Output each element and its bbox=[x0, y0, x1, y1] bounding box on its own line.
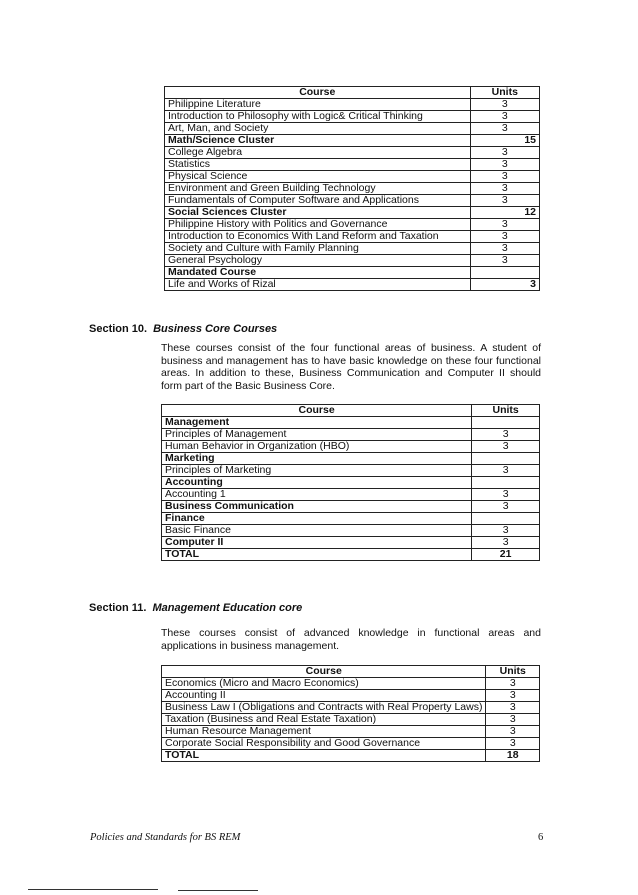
total-label: TOTAL bbox=[162, 750, 486, 762]
table-row bbox=[165, 147, 540, 159]
units-cell: 3 bbox=[470, 111, 539, 123]
group-row bbox=[162, 501, 540, 513]
units-cell: 3 bbox=[486, 690, 540, 702]
scan-artifact-line bbox=[178, 890, 258, 891]
group-label: Management bbox=[162, 417, 472, 429]
course-name: Accounting II bbox=[162, 690, 486, 702]
course-name: Statistics bbox=[165, 159, 471, 171]
section-10-paragraph: These courses consist of the four functional areas of business. A student of business and management has to have basic knowledge on these four functional areas. In addition to these, Business Communication and Computer II should form part of the Basic Business Core. bbox=[161, 342, 541, 392]
units-cell: 3 bbox=[472, 441, 540, 453]
group-label: Mandated Course bbox=[165, 267, 471, 279]
total-units: 21 bbox=[472, 549, 540, 561]
table-row bbox=[165, 243, 540, 255]
group-row bbox=[162, 477, 540, 489]
total-row bbox=[162, 549, 540, 561]
table-row bbox=[162, 690, 540, 702]
units-cell bbox=[472, 513, 540, 525]
table-row bbox=[162, 714, 540, 726]
table-row bbox=[165, 279, 540, 291]
units-cell: 3 bbox=[470, 219, 539, 231]
units-cell: 3 bbox=[470, 243, 539, 255]
table-row bbox=[162, 726, 540, 738]
course-name: Principles of Marketing bbox=[162, 465, 472, 477]
section-number: Section 10. bbox=[89, 323, 148, 335]
total-row bbox=[162, 750, 540, 762]
section-10-heading bbox=[89, 323, 277, 335]
group-total-units: 3 bbox=[470, 279, 539, 291]
course-name: Basic Finance bbox=[162, 525, 472, 537]
table-row bbox=[165, 255, 540, 267]
course-name: Art, Man, and Society bbox=[165, 123, 471, 135]
course-name: Philippine History with Politics and Governance bbox=[165, 219, 471, 231]
units-cell bbox=[472, 417, 540, 429]
units-column-header: Units bbox=[470, 87, 539, 99]
course-name: Philippine Literature bbox=[165, 99, 471, 111]
units-cell: 3 bbox=[470, 99, 539, 111]
course-column-header: Course bbox=[165, 87, 471, 99]
management-education-table bbox=[161, 665, 540, 762]
units-cell: 3 bbox=[486, 738, 540, 750]
course-name: College Algebra bbox=[165, 147, 471, 159]
course-column-header: Course bbox=[162, 405, 472, 417]
group-row bbox=[165, 267, 540, 279]
section-title: Management Education core bbox=[152, 602, 303, 614]
units-cell: 3 bbox=[470, 171, 539, 183]
section-11-heading bbox=[89, 602, 302, 614]
units-cell: 3 bbox=[470, 123, 539, 135]
course-name: Human Resource Management bbox=[162, 726, 486, 738]
course-name: Environment and Green Building Technology bbox=[165, 183, 471, 195]
group-label: Math/Science Cluster bbox=[165, 135, 471, 147]
table-row bbox=[165, 231, 540, 243]
units-cell: 3 bbox=[486, 714, 540, 726]
table-row bbox=[162, 489, 540, 501]
units-cell: 3 bbox=[470, 195, 539, 207]
table-row bbox=[165, 171, 540, 183]
table-row bbox=[162, 429, 540, 441]
section-number: Section 11. bbox=[89, 602, 147, 614]
group-row bbox=[162, 537, 540, 549]
course-column-header: Course bbox=[162, 666, 486, 678]
table-row bbox=[165, 183, 540, 195]
units-cell: 3 bbox=[470, 147, 539, 159]
group-row bbox=[162, 453, 540, 465]
total-label: TOTAL bbox=[162, 549, 472, 561]
course-name: Human Behavior in Organization (HBO) bbox=[162, 441, 472, 453]
table-row bbox=[165, 219, 540, 231]
group-total-units: 15 bbox=[470, 135, 539, 147]
group-label: Accounting bbox=[162, 477, 472, 489]
table-row bbox=[165, 159, 540, 171]
footer-document-title: Policies and Standards for BS REM bbox=[90, 832, 241, 843]
table-row bbox=[162, 465, 540, 477]
course-name: General Psychology bbox=[165, 255, 471, 267]
group-label: Business Communication bbox=[162, 501, 472, 513]
group-label: Computer II bbox=[162, 537, 472, 549]
course-name: Fundamentals of Computer Software and Applications bbox=[165, 195, 471, 207]
course-name: Corporate Social Responsibility and Good Governance bbox=[162, 738, 486, 750]
units-cell bbox=[472, 477, 540, 489]
units-cell: 3 bbox=[470, 255, 539, 267]
table-header-row bbox=[165, 87, 540, 99]
general-education-table bbox=[164, 86, 540, 291]
scan-artifact-line bbox=[28, 889, 158, 890]
units-cell: 3 bbox=[472, 489, 540, 501]
units-cell bbox=[472, 453, 540, 465]
units-cell: 3 bbox=[472, 501, 540, 513]
course-name: Life and Works of Rizal bbox=[165, 279, 471, 291]
table-row bbox=[165, 111, 540, 123]
section-title: Business Core Courses bbox=[153, 323, 278, 335]
course-name: Taxation (Business and Real Estate Taxation) bbox=[162, 714, 486, 726]
units-cell: 3 bbox=[486, 678, 540, 690]
course-name: Physical Science bbox=[165, 171, 471, 183]
units-cell: 3 bbox=[470, 159, 539, 171]
units-column-header: Units bbox=[472, 405, 540, 417]
group-row bbox=[162, 513, 540, 525]
table-row bbox=[165, 123, 540, 135]
course-name: Introduction to Philosophy with Logic& Critical Thinking bbox=[165, 111, 471, 123]
group-row bbox=[165, 207, 540, 219]
course-name: Society and Culture with Family Planning bbox=[165, 243, 471, 255]
group-row bbox=[165, 135, 540, 147]
units-cell: 3 bbox=[470, 183, 539, 195]
table-row bbox=[162, 525, 540, 537]
course-name: Introduction to Economics With Land Reform and Taxation bbox=[165, 231, 471, 243]
table-row bbox=[165, 195, 540, 207]
group-label: Finance bbox=[162, 513, 472, 525]
group-label: Social Sciences Cluster bbox=[165, 207, 471, 219]
table-row bbox=[162, 441, 540, 453]
table-header-row bbox=[162, 405, 540, 417]
table-row bbox=[162, 738, 540, 750]
business-core-table bbox=[161, 404, 540, 561]
course-name: Principles of Management bbox=[162, 429, 472, 441]
total-units: 18 bbox=[486, 750, 540, 762]
units-cell: 3 bbox=[486, 726, 540, 738]
course-name: Economics (Micro and Macro Economics) bbox=[162, 678, 486, 690]
group-label: Marketing bbox=[162, 453, 472, 465]
units-cell: 3 bbox=[472, 525, 540, 537]
units-cell: 3 bbox=[486, 702, 540, 714]
units-cell: 3 bbox=[472, 537, 540, 549]
page-number: 6 bbox=[538, 832, 544, 843]
table-header-row bbox=[162, 666, 540, 678]
units-column-header: Units bbox=[486, 666, 540, 678]
units-cell: 3 bbox=[472, 429, 540, 441]
group-total-units bbox=[470, 267, 539, 279]
table-row bbox=[165, 99, 540, 111]
table-row bbox=[162, 702, 540, 714]
group-row bbox=[162, 417, 540, 429]
course-name: Business Law I (Obligations and Contracts with Real Property Laws) bbox=[162, 702, 486, 714]
course-name: Accounting 1 bbox=[162, 489, 472, 501]
units-cell: 3 bbox=[472, 465, 540, 477]
table-row bbox=[162, 678, 540, 690]
section-11-paragraph: These courses consist of advanced knowledge in functional areas and applications in business management. bbox=[161, 627, 541, 652]
units-cell: 3 bbox=[470, 231, 539, 243]
group-total-units: 12 bbox=[470, 207, 539, 219]
